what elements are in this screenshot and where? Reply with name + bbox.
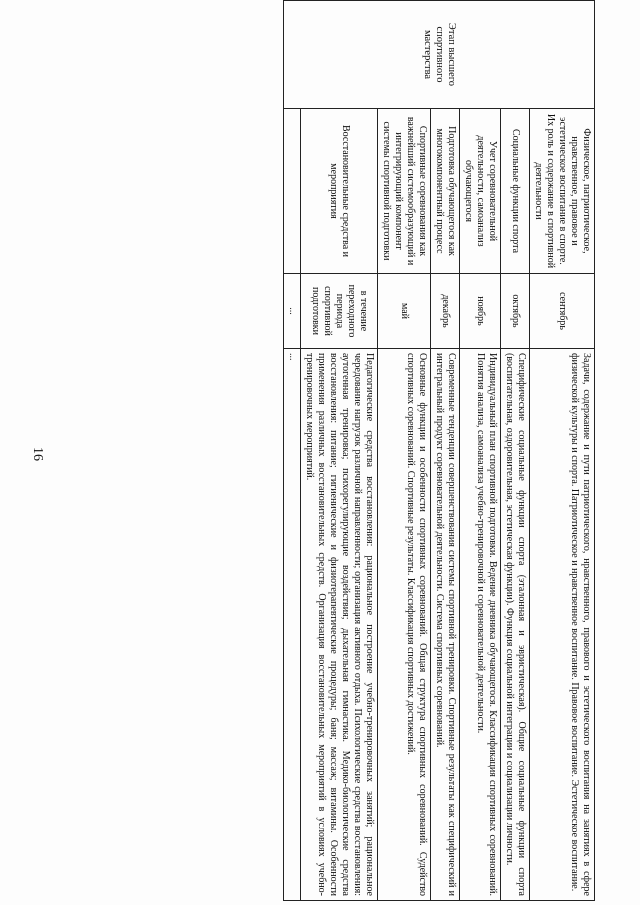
period-cell: декабрь [431, 274, 460, 349]
period-cell: октябрь [501, 274, 530, 349]
topic-cell: Учет соревновательной деятельности, самоанализ обучающегося [460, 109, 501, 274]
topic-cell: Восстановительные средства и мероприятия [301, 109, 378, 274]
page-number: 16 [30, 447, 45, 461]
content-cell: ... [284, 349, 301, 901]
period-cell: май [378, 274, 431, 349]
table-row [378, 1, 431, 901]
period-cell: ... [284, 274, 301, 349]
table-row [284, 1, 301, 901]
topic-cell: Подготовка обучающегося как многокомпонентный процесс [431, 109, 460, 274]
topic-cell: Физическое, патриотическое, нравственное, правовое и эстетическое воспитание в спорте. Их роль и содержание в спортивной деятельности [530, 109, 595, 274]
table-row [431, 1, 460, 901]
topic-cell: Социальные функции спорта [501, 109, 530, 274]
table-row [530, 1, 595, 901]
table-row [301, 1, 378, 901]
table-row [460, 1, 501, 901]
content-cell: Педагогические средства восстановления: рациональное построение учебно-тренировочных занятий; рациональное чередование нагрузок различной направленности; организация активного отдыха. Психологические средства восстановления: аутогенная тренировка; психорегулирующие воздействия; дыхательная гимнастика. Медико-биологические средства восстановления: питание; гигиенические и физиотерапевтические процедуры; баня; массаж; витамины. Особенности применения различных восстановительных средств. Организация восстановительных мероприятий в условиях учебно-тренировочных мероприятий. [301, 349, 378, 901]
period-cell: сентябрь [530, 274, 595, 349]
content-cell: Основные функции и особенности спортивных соревнований. Общая структура спортивных соревнований. Судейство спортивных соревнований. Спортивные результаты. Классификация спортивных достижений. [378, 349, 431, 901]
content-cell: Индивидуальный план спортивной подготовки. Ведение дневника обучающегося. Классификация спортивных соревнований. Понятия анализа, самоанализа учебно-тренировочной и соревновательной деятельности. [460, 349, 501, 901]
content-cell: Современные тенденции совершенствования системы спортивной тренировки. Спортивные результаты как специфический и интегральный продукт соревновательной деятельности. Система спортивных соревнований. [431, 349, 460, 901]
topic-cell [284, 109, 301, 274]
table-row [501, 1, 530, 901]
content-cell: Задачи, содержание и пути патриотического, нравственного, правового и эстетического воспитания на занятиях в сфере физической культуры и спорта. Патриотическое и нравственное воспитание. Правовое воспитание. Эстетическое воспитание. [530, 349, 595, 901]
period-cell: ноябрь [460, 274, 501, 349]
stage-cell: Этап высшего спортивного мастерства [284, 1, 595, 109]
program-table [283, 0, 595, 901]
period-cell: в течение переходного периода спортивной подготовки [301, 274, 378, 349]
topic-cell: Спортивные соревнования как важнейший системообразующий и интегрирующий компонент системы спортивной подготовки [378, 109, 431, 274]
content-cell: Специфические социальные функции спорта (эталонная и эвристическая). Общие социальные функции спорта (воспитательная, оздоровительная, эстетическая функции). Функция социальной интеграции и социализации личности. [501, 349, 530, 901]
rotated-table-area [35, 0, 595, 900]
